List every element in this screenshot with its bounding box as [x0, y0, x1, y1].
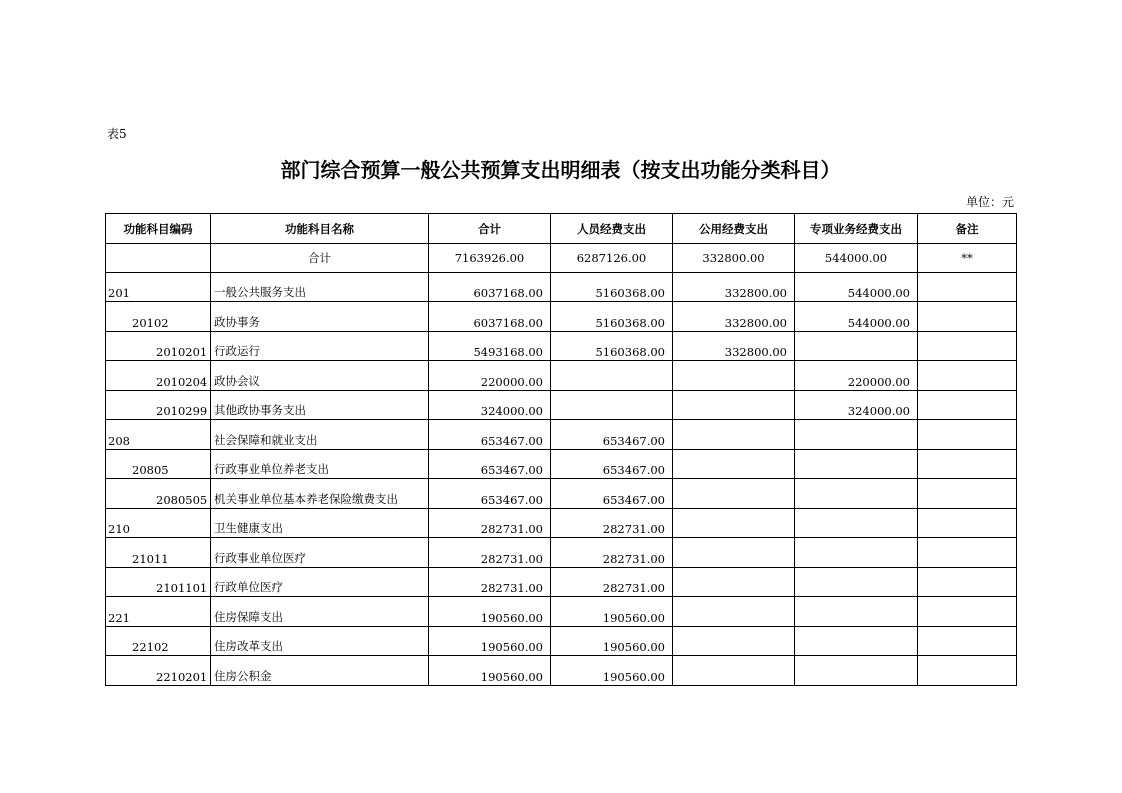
- column-header-personnel: 人员经费支出: [551, 214, 673, 244]
- budget-table: [105, 213, 1017, 686]
- special-cell: [795, 597, 918, 627]
- note-cell: [918, 479, 1017, 509]
- note-cell: [918, 597, 1017, 627]
- special-cell: 544000.00: [795, 302, 918, 332]
- special-cell: [795, 656, 918, 686]
- code-cell: 201: [106, 272, 211, 302]
- total-cell: 190560.00: [429, 626, 551, 656]
- personnel-cell: 282731.00: [551, 567, 673, 597]
- personnel-cell: 190560.00: [551, 656, 673, 686]
- name-cell: 住房公积金: [211, 656, 429, 686]
- total-cell: 653467.00: [429, 479, 551, 509]
- note-cell: [918, 508, 1017, 538]
- note-cell: [918, 567, 1017, 597]
- personnel-cell: [551, 361, 673, 391]
- note-cell: [918, 361, 1017, 391]
- total-cell: 5493168.00: [429, 331, 551, 361]
- note-cell: [918, 331, 1017, 361]
- total-cell: 190560.00: [429, 597, 551, 627]
- total-cell: 282731.00: [429, 508, 551, 538]
- note-cell: [918, 656, 1017, 686]
- name-cell: 行政事业单位医疗: [211, 538, 429, 568]
- code-cell: 208: [106, 420, 211, 450]
- table-row: [106, 479, 1017, 509]
- special-cell: [795, 331, 918, 361]
- special-cell: [795, 538, 918, 568]
- special-cell: 544000.00: [795, 272, 918, 302]
- code-cell: 2010201: [106, 331, 211, 361]
- total-cell: 282731.00: [429, 567, 551, 597]
- personnel-cell: [551, 390, 673, 420]
- personnel-cell: 282731.00: [551, 538, 673, 568]
- name-cell: 卫生健康支出: [211, 508, 429, 538]
- public-cell: [673, 597, 795, 627]
- special-cell: 324000.00: [795, 390, 918, 420]
- table-row: [106, 538, 1017, 568]
- total-cell: 190560.00: [429, 656, 551, 686]
- personnel-cell: 653467.00: [551, 479, 673, 509]
- total-special-cell: 544000.00: [795, 244, 918, 273]
- table-row: [106, 626, 1017, 656]
- code-cell: 2080505: [106, 479, 211, 509]
- personnel-cell: 282731.00: [551, 508, 673, 538]
- total-cell: 324000.00: [429, 390, 551, 420]
- personnel-cell: 190560.00: [551, 626, 673, 656]
- name-cell: 机关事业单位基本养老保险缴费支出: [211, 479, 429, 509]
- code-cell: 21011: [106, 538, 211, 568]
- table-row: [106, 272, 1017, 302]
- column-header-name: 功能科目名称: [211, 214, 429, 244]
- note-cell: [918, 390, 1017, 420]
- code-cell: 2010204: [106, 361, 211, 391]
- special-cell: [795, 479, 918, 509]
- column-header-code: 功能科目编码: [106, 214, 211, 244]
- total-code-cell: [106, 244, 211, 273]
- personnel-cell: 5160368.00: [551, 302, 673, 332]
- special-cell: [795, 567, 918, 597]
- public-cell: 332800.00: [673, 331, 795, 361]
- name-cell: 政协会议: [211, 361, 429, 391]
- page-title: 部门综合预算一般公共预算支出明细表（按支出功能分类科目）: [280, 158, 841, 182]
- public-cell: [673, 449, 795, 479]
- total-cell: 6037168.00: [429, 302, 551, 332]
- table-row: [106, 656, 1017, 686]
- special-cell: [795, 626, 918, 656]
- public-cell: [673, 420, 795, 450]
- total-cell: 653467.00: [429, 420, 551, 450]
- table-row: [106, 390, 1017, 420]
- code-cell: 2010299: [106, 390, 211, 420]
- total-name-cell: 合计: [211, 244, 429, 273]
- note-cell: [918, 420, 1017, 450]
- total-cell: 220000.00: [429, 361, 551, 391]
- column-header-total: 合计: [429, 214, 551, 244]
- name-cell: 其他政协事务支出: [211, 390, 429, 420]
- total-cell: 6037168.00: [429, 272, 551, 302]
- public-cell: 332800.00: [673, 272, 795, 302]
- table-row: [106, 302, 1017, 332]
- total-row: [106, 244, 1017, 273]
- total-total-cell: 7163926.00: [429, 244, 551, 273]
- special-cell: [795, 420, 918, 450]
- public-cell: [673, 390, 795, 420]
- name-cell: 行政运行: [211, 331, 429, 361]
- personnel-cell: 190560.00: [551, 597, 673, 627]
- name-cell: 一般公共服务支出: [211, 272, 429, 302]
- public-cell: 332800.00: [673, 302, 795, 332]
- public-cell: [673, 626, 795, 656]
- table-row: [106, 361, 1017, 391]
- public-cell: [673, 361, 795, 391]
- table-row: [106, 331, 1017, 361]
- code-cell: 2101101: [106, 567, 211, 597]
- personnel-cell: 653467.00: [551, 449, 673, 479]
- name-cell: 行政事业单位养老支出: [211, 449, 429, 479]
- table-row: [106, 508, 1017, 538]
- name-cell: 住房保障支出: [211, 597, 429, 627]
- public-cell: [673, 479, 795, 509]
- code-cell: 210: [106, 508, 211, 538]
- table-row: [106, 597, 1017, 627]
- name-cell: 政协事务: [211, 302, 429, 332]
- note-cell: [918, 626, 1017, 656]
- total-cell: 653467.00: [429, 449, 551, 479]
- code-cell: 20805: [106, 449, 211, 479]
- table-number-label: 表5: [107, 127, 127, 141]
- table-row: [106, 420, 1017, 450]
- name-cell: 住房改革支出: [211, 626, 429, 656]
- code-cell: 20102: [106, 302, 211, 332]
- public-cell: [673, 508, 795, 538]
- name-cell: 社会保障和就业支出: [211, 420, 429, 450]
- unit-label: 单位：元: [965, 195, 1014, 209]
- header-row: [106, 214, 1017, 244]
- column-header-special: 专项业务经费支出: [795, 214, 918, 244]
- code-cell: 22102: [106, 626, 211, 656]
- table-row: [106, 449, 1017, 479]
- special-cell: 220000.00: [795, 361, 918, 391]
- table-row: [106, 567, 1017, 597]
- public-cell: [673, 538, 795, 568]
- code-cell: 2210201: [106, 656, 211, 686]
- note-cell: [918, 538, 1017, 568]
- note-cell: [918, 302, 1017, 332]
- name-cell: 行政单位医疗: [211, 567, 429, 597]
- note-cell: [918, 449, 1017, 479]
- column-header-public: 公用经费支出: [673, 214, 795, 244]
- personnel-cell: 653467.00: [551, 420, 673, 450]
- special-cell: [795, 449, 918, 479]
- total-public-cell: 332800.00: [673, 244, 795, 273]
- public-cell: [673, 656, 795, 686]
- column-header-note: 备注: [918, 214, 1017, 244]
- total-personnel-cell: 6287126.00: [551, 244, 673, 273]
- personnel-cell: 5160368.00: [551, 331, 673, 361]
- note-cell: [918, 272, 1017, 302]
- special-cell: [795, 508, 918, 538]
- total-note-cell: **: [918, 244, 1017, 273]
- code-cell: 221: [106, 597, 211, 627]
- personnel-cell: 5160368.00: [551, 272, 673, 302]
- total-cell: 282731.00: [429, 538, 551, 568]
- public-cell: [673, 567, 795, 597]
